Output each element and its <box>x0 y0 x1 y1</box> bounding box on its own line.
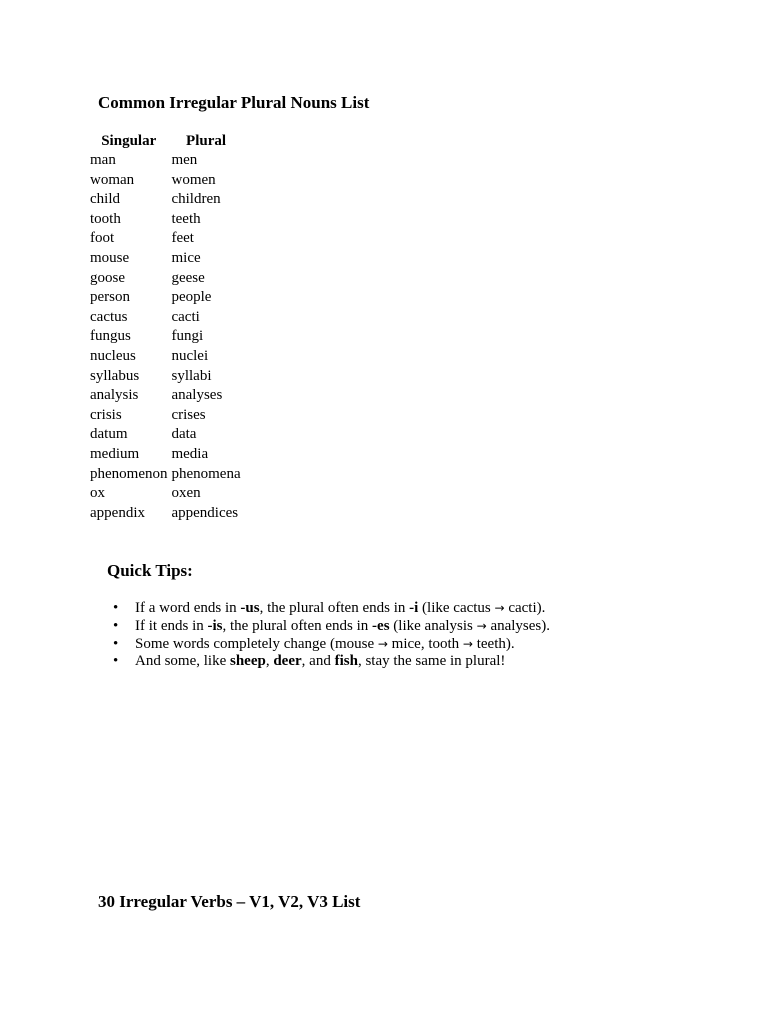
table-header-row <box>88 131 243 151</box>
tip-text: , and <box>301 653 335 670</box>
tip-emphasis: fish <box>334 653 358 670</box>
singular-cell: cactus <box>90 308 128 325</box>
singular-cell: phenomenon <box>90 465 168 482</box>
singular-cell: syllabus <box>90 367 140 384</box>
singular-cell: analysis <box>90 387 139 404</box>
tip-emphasis: deer <box>273 653 302 670</box>
tip-emphasis: -es <box>372 617 390 634</box>
plural-cell: media <box>171 445 209 462</box>
list-item <box>113 618 550 636</box>
singular-cell: mouse <box>90 249 130 266</box>
column-header-plural: Plural <box>186 132 227 149</box>
plural-cell: appendices <box>171 504 239 521</box>
plural-cell: phenomena <box>171 465 241 482</box>
plural-cell: men <box>171 152 198 168</box>
table-row <box>88 425 243 445</box>
plural-cell: nuclei <box>171 347 209 364</box>
arrow-right-icon: → <box>476 618 487 633</box>
table-row <box>88 504 243 524</box>
arrow-right-icon: → <box>462 636 473 651</box>
singular-cell: ox <box>90 485 105 502</box>
plural-cell: feet <box>171 230 194 247</box>
singular-cell: crisis <box>90 406 122 423</box>
plural-cell: teeth <box>171 210 201 227</box>
table-row <box>88 249 243 269</box>
singular-cell: woman <box>90 171 135 188</box>
table-row <box>88 367 243 387</box>
plural-cell: cacti <box>171 308 200 325</box>
plural-cell: crises <box>171 406 206 423</box>
plural-nouns-table <box>88 131 243 523</box>
bullet-icon: • <box>113 617 119 634</box>
tip-text: mice, tooth <box>387 635 463 652</box>
plural-cell: children <box>171 191 221 208</box>
table-row <box>88 327 243 347</box>
table-row <box>88 406 243 426</box>
tip-emphasis: -is <box>207 617 223 634</box>
tip-emphasis: -i <box>409 600 419 616</box>
plural-cell: data <box>171 426 197 443</box>
tip-text: cacti). <box>504 600 546 616</box>
singular-cell: child <box>90 191 120 208</box>
bullet-icon: • <box>113 635 119 652</box>
table-row <box>88 210 243 230</box>
singular-cell: medium <box>90 445 140 462</box>
tip-text: teeth). <box>472 635 515 652</box>
tip-text: (like analysis <box>389 617 477 634</box>
tip-text: If it ends in <box>135 617 208 634</box>
table-row <box>88 229 243 249</box>
tip-text: (like cactus <box>418 600 495 616</box>
list-item <box>113 600 550 618</box>
singular-cell: goose <box>90 269 125 286</box>
column-header-singular: Singular <box>101 132 157 149</box>
singular-cell: fungus <box>90 328 131 345</box>
plural-cell: geese <box>171 269 205 286</box>
singular-cell: nucleus <box>90 347 136 364</box>
table-row <box>88 484 243 504</box>
tip-text: , the plural often ends in <box>222 617 373 634</box>
tip-text: , the plural often ends in <box>259 600 410 616</box>
tip-text: Some words completely change (mouse <box>135 635 378 652</box>
table-row <box>88 308 243 328</box>
singular-cell: person <box>90 289 130 306</box>
tip-text: If a word ends in <box>135 600 241 616</box>
bullet-icon: • <box>113 600 119 616</box>
singular-cell: tooth <box>90 210 121 227</box>
table-row <box>88 465 243 485</box>
plural-cell: people <box>171 289 212 306</box>
plural-cell: analyses <box>171 387 223 404</box>
table-row <box>88 190 243 210</box>
singular-cell: foot <box>90 230 115 247</box>
quick-tips-list <box>113 600 550 671</box>
table-row <box>88 288 243 308</box>
tip-text: , stay the same in plural! <box>357 653 506 670</box>
table-row <box>88 171 243 191</box>
bullet-icon: • <box>113 653 119 670</box>
tip-text: And some, like <box>135 653 230 670</box>
singular-cell: appendix <box>90 504 145 521</box>
page-title: Common Irregular Plural Nouns List <box>98 93 370 112</box>
plural-cell: fungi <box>171 328 204 345</box>
table-row <box>88 386 243 406</box>
plural-cell: women <box>171 171 216 188</box>
list-item <box>113 653 550 671</box>
plural-cell: syllabi <box>171 367 212 384</box>
arrow-right-icon: → <box>494 601 505 615</box>
tip-text: analyses). <box>486 617 550 634</box>
tip-emphasis: sheep <box>230 653 266 670</box>
tip-emphasis: -us <box>240 600 260 616</box>
plural-cell: oxen <box>171 485 201 502</box>
table-row <box>88 151 243 171</box>
verbs-section-title: 30 Irregular Verbs – V1, V2, V3 List <box>98 892 361 911</box>
table-row <box>88 347 243 367</box>
tip-text: , <box>265 653 274 670</box>
table-body <box>88 151 243 523</box>
list-item <box>113 636 550 654</box>
singular-cell: datum <box>90 426 128 443</box>
table-row <box>88 445 243 465</box>
singular-cell: man <box>90 152 116 168</box>
table-row <box>88 269 243 289</box>
arrow-right-icon: → <box>377 636 388 651</box>
quick-tips-heading: Quick Tips: <box>107 561 193 580</box>
plural-cell: mice <box>171 249 201 266</box>
